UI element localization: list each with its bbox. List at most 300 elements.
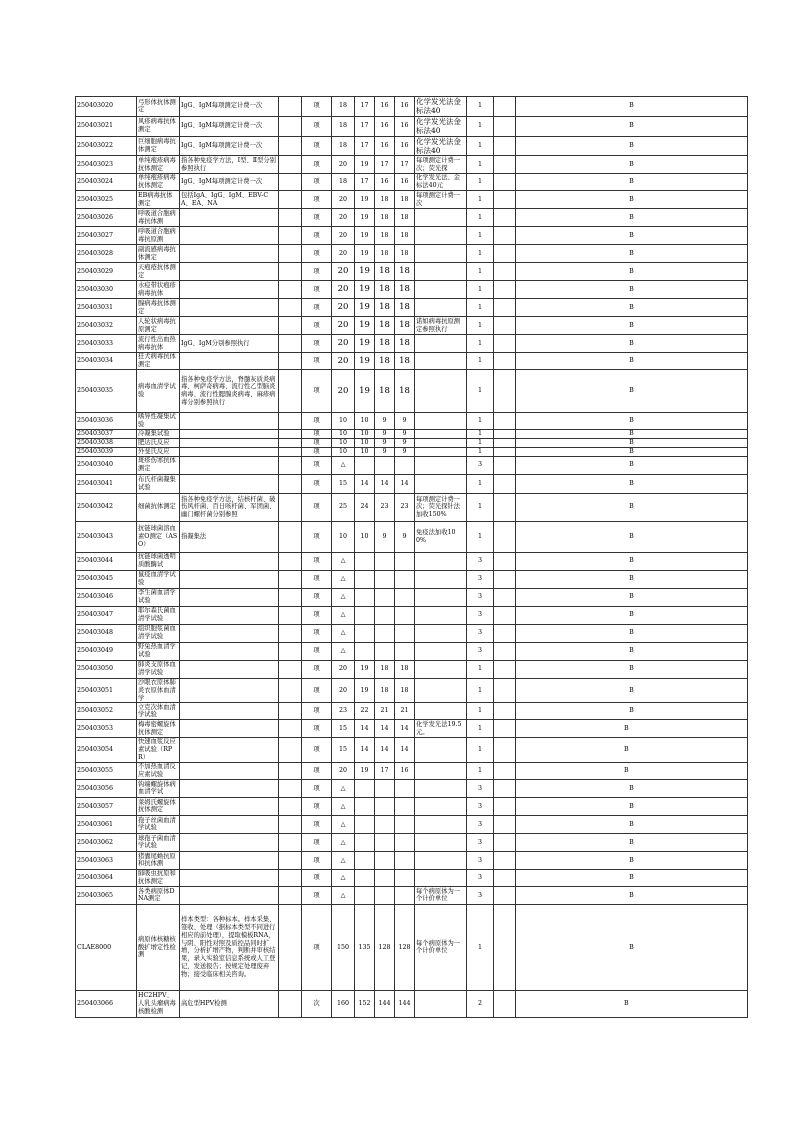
- cell-name: 流行性出血热病毒抗体: [137, 335, 180, 353]
- cell-cat: B: [516, 474, 748, 493]
- cell-content: [180, 703, 279, 720]
- cell-p2: 19: [355, 370, 375, 413]
- cell-content: [180, 660, 279, 678]
- cell-unit: 项: [302, 851, 332, 869]
- cell-blank: [494, 116, 516, 136]
- cell-unit: 项: [302, 456, 332, 474]
- cell-code: 250403051: [76, 678, 137, 703]
- cell-name: 孢子丝菌血清学试验: [137, 815, 180, 833]
- cell-blank: [494, 263, 516, 281]
- cell-cat: B: [516, 299, 748, 317]
- cell-content: 指各种免疫学方法，Ⅰ型、Ⅱ型分别参照执行: [180, 156, 279, 174]
- cell-p3: [375, 797, 395, 815]
- cell-content: IgG、IgM每项测定计费一次: [180, 116, 279, 136]
- cell-unit: 项: [302, 779, 332, 797]
- cell-exclude: [279, 209, 302, 227]
- cell-code: 250403044: [76, 552, 137, 570]
- cell-note: [415, 642, 467, 660]
- cell-p3: 18: [375, 263, 395, 281]
- cell-name: 猪囊尾蚴抗原和抗体测: [137, 851, 180, 869]
- cell-name: 抗链球菌溶血素O测定（ASO）: [137, 521, 180, 552]
- cell-exclude: [279, 720, 302, 738]
- cell-unit: 项: [302, 116, 332, 136]
- cell-p4: [395, 552, 415, 570]
- cell-note: [415, 738, 467, 763]
- cell-blank: [494, 606, 516, 624]
- cell-cat: B: [516, 588, 748, 606]
- table-row: [76, 97, 748, 117]
- cell-type: 1: [467, 474, 494, 493]
- cell-code: 250403020: [76, 97, 137, 117]
- cell-note: [415, 678, 467, 703]
- cell-cat: B: [516, 570, 748, 588]
- cell-p3: 9: [375, 439, 395, 448]
- cell-type: 1: [467, 317, 494, 335]
- cell-note: [415, 245, 467, 263]
- cell-exclude: [279, 335, 302, 353]
- table-row: [76, 521, 748, 552]
- cell-p1: △: [332, 815, 355, 833]
- cell-content: [180, 447, 279, 456]
- cell-p3: 9: [375, 413, 395, 430]
- cell-p4: 18: [395, 678, 415, 703]
- cell-unit: 项: [302, 263, 332, 281]
- cell-code: 250403045: [76, 570, 137, 588]
- cell-p4: [395, 570, 415, 588]
- cell-exclude: [279, 245, 302, 263]
- cell-exclude: [279, 439, 302, 448]
- cell-note: [415, 353, 467, 370]
- cell-name: 人轮状病毒抗原测定: [137, 317, 180, 335]
- cell-name: 冷凝集试验: [137, 430, 180, 439]
- cell-p2: 19: [355, 660, 375, 678]
- cell-note: [415, 552, 467, 570]
- cell-unit: 项: [302, 738, 332, 763]
- cell-name: 呼吸道合胞病毒抗原测: [137, 227, 180, 245]
- cell-exclude: [279, 474, 302, 493]
- cell-p3: 21: [375, 703, 395, 720]
- cell-code: 250403031: [76, 299, 137, 317]
- cell-blank: [494, 886, 516, 904]
- cell-type: 1: [467, 493, 494, 521]
- cell-p4: 18: [395, 281, 415, 299]
- table-row: [76, 299, 748, 317]
- cell-type: 1: [467, 439, 494, 448]
- cell-type: 3: [467, 797, 494, 815]
- cell-blank: [494, 245, 516, 263]
- cell-p3: 17: [375, 762, 395, 779]
- cell-blank: [494, 191, 516, 209]
- cell-exclude: [279, 456, 302, 474]
- cell-p4: 14: [395, 474, 415, 493]
- cell-unit: 项: [302, 439, 332, 448]
- cell-p3: 18: [375, 227, 395, 245]
- cell-unit: 项: [302, 447, 332, 456]
- cell-name: 各类病原体DNA测定: [137, 886, 180, 904]
- cell-cat: B: [516, 703, 748, 720]
- cell-type: 1: [467, 191, 494, 209]
- cell-cat: B: [516, 263, 748, 281]
- cell-name: 沙眼衣原体肺炎衣原体血清学: [137, 678, 180, 703]
- cell-p1: △: [332, 624, 355, 642]
- cell-p3: [375, 552, 395, 570]
- cell-blank: [494, 439, 516, 448]
- cell-note: 化学发光法、金标法40元: [415, 174, 467, 191]
- cell-p1: 20: [332, 678, 355, 703]
- cell-p2: [355, 456, 375, 474]
- cell-p3: 17: [375, 156, 395, 174]
- cell-code: 250403056: [76, 779, 137, 797]
- cell-cat: B: [516, 136, 748, 156]
- cell-type: 1: [467, 281, 494, 299]
- cell-p2: 19: [355, 263, 375, 281]
- cell-exclude: [279, 703, 302, 720]
- table-row: [76, 762, 748, 779]
- cell-cat: B: [516, 904, 748, 990]
- cell-content: [180, 430, 279, 439]
- cell-note: [415, 624, 467, 642]
- cell-p4: 17: [395, 156, 415, 174]
- cell-name: 不加热血清反应素试验: [137, 762, 180, 779]
- cell-p4: 16: [395, 116, 415, 136]
- cell-p2: [355, 779, 375, 797]
- cell-p1: 15: [332, 474, 355, 493]
- cell-p3: 18: [375, 660, 395, 678]
- cell-cat: B: [516, 521, 748, 552]
- cell-p3: 18: [375, 299, 395, 317]
- cell-type: 1: [467, 227, 494, 245]
- cell-type: 3: [467, 588, 494, 606]
- cell-code: 250403043: [76, 521, 137, 552]
- table-row: [76, 738, 748, 763]
- cell-content: [180, 439, 279, 448]
- table-row: [76, 552, 748, 570]
- cell-p4: [395, 833, 415, 851]
- table-row: [76, 456, 748, 474]
- cell-name: 天疱疮抗体测定: [137, 263, 180, 281]
- cell-name: 李生菌血清学试验: [137, 588, 180, 606]
- cell-p3: [375, 624, 395, 642]
- cell-code: 250403033: [76, 335, 137, 353]
- cell-p4: [395, 624, 415, 642]
- cell-p1: 10: [332, 447, 355, 456]
- cell-p1: 20: [332, 317, 355, 335]
- cell-blank: [494, 703, 516, 720]
- cell-p1: 20: [332, 299, 355, 317]
- cell-cat: B: [516, 245, 748, 263]
- cell-blank: [494, 762, 516, 779]
- cell-code: 250403057: [76, 797, 137, 815]
- table-row: [76, 606, 748, 624]
- cell-name: 水痘带状疱疹病毒抗体: [137, 281, 180, 299]
- cell-note: [415, 570, 467, 588]
- cell-code: 250403052: [76, 703, 137, 720]
- cell-name: 野兔热血清学试验: [137, 642, 180, 660]
- cell-p2: 135: [355, 904, 375, 990]
- cell-p4: 9: [395, 439, 415, 448]
- cell-p3: 128: [375, 904, 395, 990]
- cell-p2: 152: [355, 990, 375, 1017]
- cell-unit: 次: [302, 990, 332, 1017]
- table-row: [76, 156, 748, 174]
- cell-content: [180, 678, 279, 703]
- cell-p1: 20: [332, 370, 355, 413]
- table-row: [76, 703, 748, 720]
- cell-p2: 19: [355, 245, 375, 263]
- cell-exclude: [279, 281, 302, 299]
- table-row: [76, 904, 748, 990]
- cell-p4: 18: [395, 660, 415, 678]
- cell-exclude: [279, 869, 302, 886]
- cell-name: 单纯疱疹病毒抗体测定: [137, 174, 180, 191]
- cell-p3: 18: [375, 317, 395, 335]
- cell-p1: 25: [332, 493, 355, 521]
- cell-content: [180, 570, 279, 588]
- cell-code: 250403021: [76, 116, 137, 136]
- cell-note: [415, 413, 467, 430]
- cell-p4: [395, 606, 415, 624]
- cell-p1: 15: [332, 738, 355, 763]
- cell-blank: [494, 299, 516, 317]
- table-row: [76, 570, 748, 588]
- cell-p1: △: [332, 588, 355, 606]
- cell-name: 梅毒密螺旋体抗体测定: [137, 720, 180, 738]
- cell-p2: 19: [355, 762, 375, 779]
- cell-unit: 项: [302, 370, 332, 413]
- cell-name: 巨细胞病毒抗体测定: [137, 136, 180, 156]
- cell-note: [415, 990, 467, 1017]
- cell-p2: [355, 642, 375, 660]
- cell-code: 250403029: [76, 263, 137, 281]
- cell-p2: [355, 869, 375, 886]
- cell-p3: 14: [375, 720, 395, 738]
- cell-p4: 144: [395, 990, 415, 1017]
- cell-p1: 20: [332, 156, 355, 174]
- cell-type: 1: [467, 245, 494, 263]
- cell-unit: 项: [302, 588, 332, 606]
- cell-p3: [375, 606, 395, 624]
- cell-p1: 20: [332, 209, 355, 227]
- cell-exclude: [279, 851, 302, 869]
- cell-blank: [494, 156, 516, 174]
- cell-p4: [395, 797, 415, 815]
- table-row: [76, 413, 748, 430]
- cell-name: 弓形体抗体测定: [137, 97, 180, 117]
- table-row: [76, 281, 748, 299]
- cell-type: 3: [467, 456, 494, 474]
- cell-unit: 项: [302, 720, 332, 738]
- cell-p1: 20: [332, 227, 355, 245]
- cell-exclude: [279, 642, 302, 660]
- cell-type: 3: [467, 833, 494, 851]
- cell-p4: 18: [395, 245, 415, 263]
- cell-content: [180, 833, 279, 851]
- cell-p1: △: [332, 869, 355, 886]
- table-row: [76, 227, 748, 245]
- table-row: [76, 474, 748, 493]
- cell-p3: 18: [375, 281, 395, 299]
- table-row: [76, 720, 748, 738]
- cell-blank: [494, 136, 516, 156]
- cell-blank: [494, 370, 516, 413]
- table-row: [76, 624, 748, 642]
- cell-name: 狂犬病毒抗体测定: [137, 353, 180, 370]
- cell-exclude: [279, 299, 302, 317]
- cell-p2: 19: [355, 191, 375, 209]
- cell-p2: 10: [355, 521, 375, 552]
- cell-p2: [355, 588, 375, 606]
- cell-blank: [494, 642, 516, 660]
- cell-cat: B: [516, 413, 748, 430]
- cell-p2: 19: [355, 209, 375, 227]
- cell-code: 250403050: [76, 660, 137, 678]
- cell-exclude: [279, 156, 302, 174]
- cell-p2: 19: [355, 678, 375, 703]
- cell-p3: [375, 815, 395, 833]
- cell-p4: 18: [395, 299, 415, 317]
- cell-name: 球孢子菌血清学试验: [137, 833, 180, 851]
- cell-content: [180, 588, 279, 606]
- cell-unit: 项: [302, 869, 332, 886]
- cell-name: 快速血浆反应素试验（RPR）: [137, 738, 180, 763]
- cell-p3: 23: [375, 493, 395, 521]
- cell-exclude: [279, 762, 302, 779]
- cell-note: [415, 815, 467, 833]
- cell-unit: 项: [302, 136, 332, 156]
- table-row: [76, 191, 748, 209]
- cell-p1: 10: [332, 430, 355, 439]
- cell-type: 1: [467, 521, 494, 552]
- cell-p1: 20: [332, 335, 355, 353]
- cell-content: [180, 474, 279, 493]
- cell-unit: 项: [302, 227, 332, 245]
- cell-cat: B: [516, 370, 748, 413]
- cell-code: 250403053: [76, 720, 137, 738]
- cell-cat: B: [516, 990, 748, 1017]
- cell-code: 250403030: [76, 281, 137, 299]
- cell-p1: 18: [332, 136, 355, 156]
- cell-type: 1: [467, 156, 494, 174]
- cell-p4: [395, 456, 415, 474]
- cell-cat: B: [516, 660, 748, 678]
- cell-exclude: [279, 904, 302, 990]
- cell-p4: 18: [395, 353, 415, 370]
- table-row: [76, 263, 748, 281]
- cell-name: 钩端螺旋体病血清学试: [137, 779, 180, 797]
- cell-unit: 项: [302, 353, 332, 370]
- cell-unit: 项: [302, 521, 332, 552]
- cell-p4: 9: [395, 430, 415, 439]
- cell-content: [180, 886, 279, 904]
- cell-p3: [375, 570, 395, 588]
- cell-cat: B: [516, 97, 748, 117]
- cell-content: [180, 413, 279, 430]
- cell-p3: 16: [375, 174, 395, 191]
- cell-p4: [395, 588, 415, 606]
- table-row: [76, 990, 748, 1017]
- cell-p3: [375, 779, 395, 797]
- cell-blank: [494, 335, 516, 353]
- cell-content: [180, 815, 279, 833]
- cell-content: [180, 353, 279, 370]
- cell-p4: 14: [395, 738, 415, 763]
- cell-note: [415, 335, 467, 353]
- cell-p4: [395, 886, 415, 904]
- cell-name: 嗜异性凝集试验: [137, 413, 180, 430]
- table-row: [76, 335, 748, 353]
- cell-name: 外斐氏反应: [137, 447, 180, 456]
- cell-blank: [494, 851, 516, 869]
- cell-p2: 22: [355, 703, 375, 720]
- cell-type: 2: [467, 990, 494, 1017]
- cell-content: [180, 263, 279, 281]
- cell-cat: B: [516, 851, 748, 869]
- cell-content: [180, 738, 279, 763]
- cell-p3: [375, 642, 395, 660]
- cell-cat: B: [516, 738, 748, 763]
- cell-exclude: [279, 493, 302, 521]
- cell-name: 病毒血清学试验: [137, 370, 180, 413]
- cell-content: [180, 227, 279, 245]
- cell-blank: [494, 588, 516, 606]
- cell-code: 250403064: [76, 869, 137, 886]
- cell-type: 1: [467, 97, 494, 117]
- cell-unit: 项: [302, 299, 332, 317]
- cell-p1: △: [332, 552, 355, 570]
- cell-note: 每项测定计费一次；荧光探针法加收150%: [415, 493, 467, 521]
- cell-name: 立克次体血清学试验: [137, 703, 180, 720]
- cell-p1: △: [332, 456, 355, 474]
- cell-type: 1: [467, 678, 494, 703]
- cell-name: HC2HPV、人乳头瘤病毒核酸检测: [137, 990, 180, 1017]
- cell-code: 250403024: [76, 174, 137, 191]
- cell-cat: B: [516, 869, 748, 886]
- cell-type: 3: [467, 624, 494, 642]
- cell-note: [415, 703, 467, 720]
- cell-cat: B: [516, 678, 748, 703]
- cell-content: [180, 317, 279, 335]
- table-row: [76, 245, 748, 263]
- table-row: [76, 833, 748, 851]
- cell-p2: [355, 797, 375, 815]
- cell-type: 1: [467, 136, 494, 156]
- cell-cat: B: [516, 833, 748, 851]
- cell-content: 指各种免疫学方法，脊髓灰质炎病毒、柯萨奇病毒、流行性乙型脑炎病毒、流行性腮腺炎病毒、麻疹病毒分别参照执行: [180, 370, 279, 413]
- cell-type: 1: [467, 370, 494, 413]
- cell-note: 每项测定计费一次: [415, 191, 467, 209]
- cell-content: 指各种免疫学方法，结核杆菌、破伤风杆菌、百日咳杆菌、军团菌、幽门螺杆菌分别参照: [180, 493, 279, 521]
- cell-cat: B: [516, 191, 748, 209]
- cell-content: IgG、IgM每项测定计费一次: [180, 97, 279, 117]
- cell-unit: 项: [302, 904, 332, 990]
- cell-exclude: [279, 97, 302, 117]
- cell-content: [180, 869, 279, 886]
- cell-content: IgG、IgM分别参照执行: [180, 335, 279, 353]
- cell-blank: [494, 570, 516, 588]
- cell-blank: [494, 815, 516, 833]
- cell-name: 布氏杆菌凝集试验: [137, 474, 180, 493]
- cell-note: [415, 263, 467, 281]
- cell-blank: [494, 413, 516, 430]
- cell-type: 1: [467, 720, 494, 738]
- cell-note: [415, 606, 467, 624]
- cell-note: 化学发光法金标法40: [415, 116, 467, 136]
- cell-content: [180, 299, 279, 317]
- cell-p1: 20: [332, 191, 355, 209]
- cell-p1: △: [332, 886, 355, 904]
- cell-blank: [494, 174, 516, 191]
- cell-p4: 18: [395, 370, 415, 413]
